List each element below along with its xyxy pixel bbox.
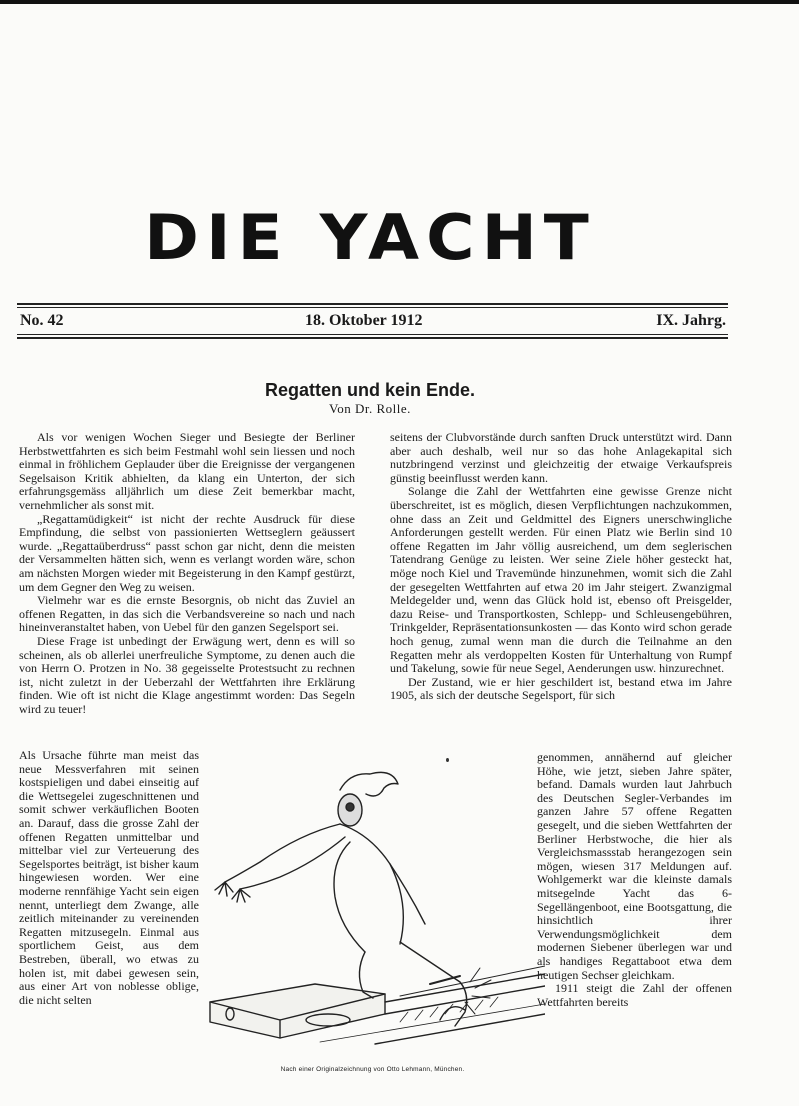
paragraph: Solange die Zahl der Wettfahrten eine gewisse Grenze nicht überschreitet, ist es möglich, diesen Verpflichtungen nachzukommen, ohne dass an Zeit und Geldmittel des Eigners unerschwingliche Anforderungen gestellt werden. Für einen Platz wie Berlin sind 10 offene Regatten im Jahr völlig ausreichend, um dem seglerischen Tatendrang Genüge zu leisten. Wer seine Ziele höher gesteckt hat, möge noch Kiel und Travemünde hinzunehmen, womit sich die Zahl der gesegelten Wettfahrten auf etwa 20 im Jahr steigert. Zwanzigmal Meldegelder und, wenn das Glück hold ist, ebenso oft Preisgelder, dazu Reise- und Transportkosten, Schlepp- und Schleusengebühren, Trinkgelder, Repräsentationsunkosten — das Konto wird schon gerade hoch genug, zumal wenn man die durch die Teilnahme an den Regatten mehr als verdoppelten Kosten für Unterhaltung von Rumpf und Takelung, sowie für neue Segel, Aenderungen usw. hinzurechnet.	[390, 484, 732, 676]
paragraph: Vielmehr war es die ernste Besorgnis, ob nicht das Zuviel an offenen Regatten, in das sich die Verbandsvereine so nach und nach hineinveranstaltet haben, von Uebel für den ganzen Segelsport sei.	[19, 593, 355, 635]
issue-date: 18. Oktober 1912	[305, 312, 423, 329]
issue-rule-bottom-thin	[17, 334, 728, 335]
paragraph: Als vor wenigen Wochen Sieger und Besiegte der Berliner Herbstwettfahrten es sich beim Festmahl wohl sein liessen und noch einmal in fröhlichem Geplauder über die Ereignisse der vergangenen Segelsaison Kritik abhielten, da klang ein Unterton, der sich erfahrungsgemäss alljährlich um diese Zeit bemerkbar macht, vernehmlicher als sonst mit.	[19, 431, 355, 512]
paragraph: Als Ursache führte man meist das neue Messverfahren mit seinen kostspieligen und dabei einseitig auf die Wettsegelei zugeschnittenen und somit schwer verkäuflichen Booten an. Darauf, dass die grosse Zahl der offenen Regatten unmittelbar und mittelbar viel zur Verteuerung des Segelsportes beiträgt, ist bisher kaum hingewiesen worden. Wer eine moderne rennfähige Yacht sein eigen nennt, unterliegt dem Zwange, alle zeitlich miteinander zu vereinenden Regatten mitzusegeln. Einmal aus sportlichem Geist, aus dem Bestreben, überall, wo etwas zu holen ist, mit dabei gewesen sein, aus einer Art von noblesse oblige, die nicht selten	[19, 749, 199, 1007]
paragraph: Diese Frage ist unbedingt der Erwägung wert, denn es will so scheinen, als ob allerlei unerfreuliche Symptome, zu denen auch die von Herrn O. Protzen in No. 38 gegeisselte Protestsucht zu rechnen ist, nicht zuletzt in der Ueberzahl der Wettfahrten ihre Erklärung finden. Wie oft ist nicht die Klage angestimmt worden: Das Segeln wird zu teuer!	[19, 633, 355, 716]
masthead-rule-top	[17, 303, 728, 305]
article-column-right	[390, 431, 732, 751]
paragraph: „Regattamüdigkeit“ ist nicht der rechte Ausdruck für diese Empfindung, die selbst von passionierten Wettseglern geäussert wurde. „Regattaüberdruss“ passt schon gar nicht, denn die meisten der Versammelten hätten sich, wenn es verlangt worden wäre, schon am nächsten Morgen wieder mit Begeisterung in den Kampf gestürzt, um dem Gegner den Weg zu weisen.	[19, 511, 355, 594]
illustration-sailor-drawing	[200, 752, 545, 1062]
paragraph: genommen, annähernd auf gleicher Höhe, wie jetzt, sieben Jahre später, befand. Damals wurden laut Jahrbuch des Deutschen Segler-Verbandes im ganzen Jahre 57 offene Regatten gesegelt, und die sieben Wettfahrten der Berliner Herbstwoche, die hier als Vergleichsmassstab herangezogen sein mögen, wiesen 317 Meldungen auf. Wohlgemerkt war die kleinste damals mitsegelnde Yacht das 6-Segellängenboot, eine Bootsgattung, die hinsichtlich ihrer Verwendungsmöglichkeit dem modernen Siebener überlegen war und als handiges Regattaboot etwa dem heutigen Sechser gleichkam.	[537, 751, 732, 982]
issue-number: No. 42	[20, 312, 64, 329]
paragraph: Der Zustand, wie er hier geschildert ist, bestand etwa im Jahre 1905, als sich der deutsche Segelsport, für sich	[390, 674, 732, 703]
paragraph: seitens der Clubvorstände durch sanften Druck unterstützt wird. Dann aber auch deshalb, weil nur so das hohe Anlagekapital sich nutzbringend verzinst und gleichzeitig der etwaige Verkaufspreis günstig beeinflusst werden kann.	[390, 431, 732, 485]
issue-line	[20, 312, 726, 336]
issue-volume: IX. Jahrg.	[656, 312, 726, 329]
paragraph: 1911 steigt die Zahl der offenen Wettfahrten bereits	[537, 981, 732, 1009]
masthead-title: DIE YACHT	[144, 200, 596, 275]
illustration-caption: Nach einer Originalzeichnung von Otto Lehmann, München.	[280, 1066, 465, 1073]
article-column-left-narrow	[19, 749, 199, 1079]
scan-edge	[0, 0, 799, 4]
article-byline: Von Dr. Rolle.	[329, 401, 411, 416]
article-column-left	[19, 431, 355, 749]
issue-rule-bottom	[17, 337, 728, 339]
article-column-right-narrow	[537, 751, 732, 1081]
article-title: Regatten und kein Ende.	[264, 380, 476, 400]
masthead-rule-top-thin	[17, 307, 728, 308]
